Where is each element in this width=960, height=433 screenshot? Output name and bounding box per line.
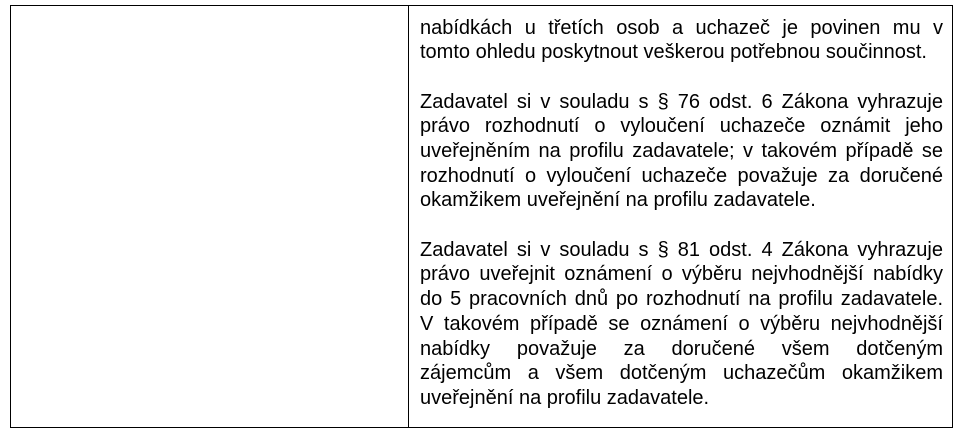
paragraph [420, 16, 943, 65]
document-table [10, 5, 953, 428]
paragraph-spacer [420, 213, 943, 238]
paragraph-line: do 5 pracovních dnů po rozhodnutí na profilu zadavatele. [420, 288, 943, 311]
paragraph-line: Zadavatel si v souladu s § 81 odst. 4 Zákona vyhrazuje [420, 238, 943, 261]
paragraph-line: rozhodnutí o vyloučení uchazeče považuje za doručené [420, 164, 943, 187]
paragraph-line: nabídky považuje za doručené všem dotčeným [420, 337, 943, 360]
table-cell-right [409, 6, 952, 427]
paragraph-line: V takovém případě se oznámení o výběru nejvhodnější [420, 312, 943, 335]
paragraph-line: uveřejnění na profilu zadavatele. [420, 386, 710, 409]
paragraph-line: právo uveřejnit oznámení o výběru nejvhodnější nabídky [420, 263, 943, 286]
paragraph-line: Zadavatel si v souladu s § 76 odst. 6 Zákona vyhrazuje [420, 90, 943, 113]
paragraph-spacer [420, 65, 943, 90]
paragraph-line: okamžikem uveřejnění na profilu zadavatele. [420, 189, 816, 212]
paragraph-line: právo rozhodnutí o vyloučení uchazeče oznámit jeho [420, 115, 943, 138]
paragraph-line: uveřejněním na profilu zadavatele; v takovém případě se [420, 140, 943, 163]
paragraph [420, 90, 943, 213]
paragraph [420, 238, 943, 411]
paragraph-line: zájemcům a všem dotčeným uchazečům okamžikem [420, 362, 943, 385]
paragraph-line: tomto ohledu poskytnout veškerou potřebnou součinnost. [420, 41, 927, 64]
table-cell-left [11, 6, 409, 427]
paragraph-line: nabídkách u třetích osob a uchazeč je povinen mu v [420, 16, 943, 39]
